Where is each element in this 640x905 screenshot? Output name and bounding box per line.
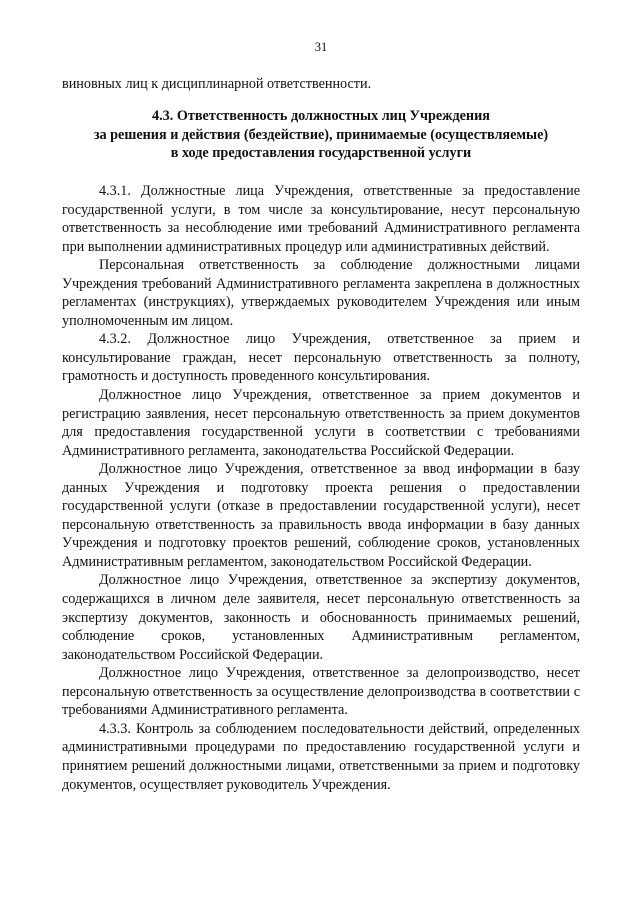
lead-text: виновных лиц к дисциплинарной ответственности. bbox=[62, 76, 372, 92]
paragraph-4-3-3: 4.3.3. Контроль за соблюдением последовательности действий, определенных административными процедурами по предоставлению государственной услуги и принятием решений должностными лицами, ответственными за прием и подготовку документов, осуществляет руководитель Учреждения. bbox=[62, 720, 580, 793]
heading-line-1: 4.3. Ответственность должностных лиц Учреждения bbox=[152, 108, 490, 124]
paragraph-expertise: Должностное лицо Учреждения, ответственное за экспертизу документов, содержащихся в личном деле заявителя, несет персональную ответственность за экспертизу документов, законность и обоснованность принимаемых решений, соблюдение сроков, установленных Административным регламентом, законодательством Российской Федерации. bbox=[62, 572, 580, 663]
paragraph-registration: Должностное лицо Учреждения, ответственное за прием документов и регистрацию заявления, несет персональную ответственность за прием документов для предоставления государственной услуги в соответствии с требованиями Административного регламента, законодательства Российской Федерации. bbox=[62, 387, 580, 459]
heading-line-2: за решения и действия (бездействие), принимаемые (осуществляемые) bbox=[93, 126, 549, 143]
paragraph-records: Должностное лицо Учреждения, ответственное за делопроизводство, несет персональную ответственность за осуществление делопроизводства в соответствии с требованиями Административного регламента. bbox=[62, 665, 580, 719]
section-body bbox=[62, 182, 580, 794]
heading-line-3: в ходе предоставления государственной услуги bbox=[170, 145, 472, 162]
paragraph-4-3-1: 4.3.1. Должностные лица Учреждения, ответственные за предоставление государственной услуги, в том числе за консультирование, несут персональную ответственность за несоблюдение ими требований Административного регламента при выполнении административных процедур или административных действий. bbox=[62, 183, 580, 255]
page-number: 31 bbox=[314, 40, 328, 54]
paragraph-personal-responsibility: Персональная ответственность за соблюдение должностными лицами Учреждения требований Административного регламента закреплена в должностных регламентах (инструкциях), утверждаемых руководителем Учреждения или иным уполномоченным им лицом. bbox=[62, 257, 580, 329]
paragraph-4-3-2: 4.3.2. Должностное лицо Учреждения, ответственное за прием и консультирование граждан, несет персональную ответственность за полноту, грамотность и доступность проведенного консультирования. bbox=[62, 331, 580, 385]
paragraph-data-entry: Должностное лицо Учреждения, ответственное за ввод информации в базу данных Учреждения и подготовку проекта решения о предоставлении государственной услуги (отказе в предоставлении государственной услуги), несет персональную ответственность за правильность ввода информации в базу данных Учреждения и подготовку проектов решений, соблюдение сроков, установленных Административным регламентом, законодательством Российской Федерации. bbox=[62, 461, 580, 570]
section-heading bbox=[62, 107, 580, 163]
